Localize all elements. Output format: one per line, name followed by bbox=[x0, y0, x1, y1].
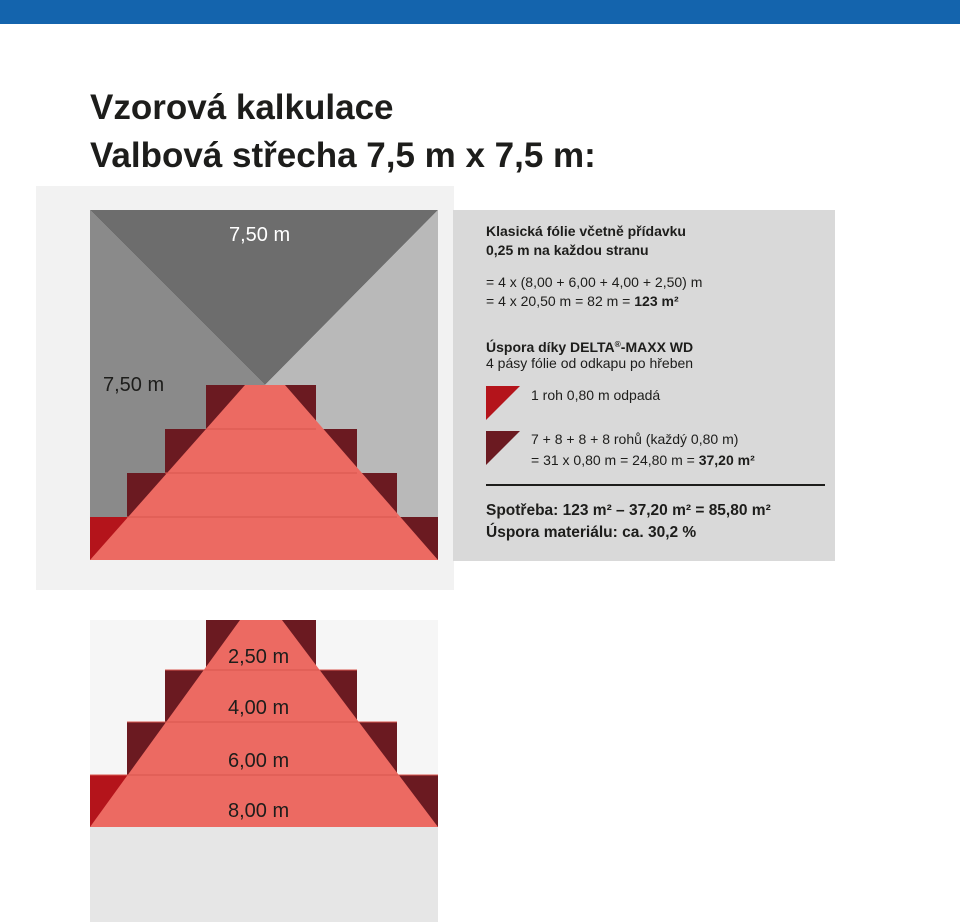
classic-heading-1: Klasická fólie včetně přídavku bbox=[486, 223, 686, 239]
corners-line-2 bbox=[531, 451, 755, 470]
calc-line-2 bbox=[486, 292, 679, 311]
calc-line-2-result: 123 m² bbox=[634, 293, 679, 309]
consumption-line: Spotřeba: 123 m² – 37,20 m² = 85,80 m² bbox=[486, 502, 771, 519]
strip-label-3: 6,00 m bbox=[228, 750, 290, 772]
corner-one-text: 1 roh 0,80 m odpadá bbox=[531, 387, 661, 403]
calc-line-2-prefix: = 4 x 20,50 m = 82 m = bbox=[486, 293, 635, 309]
page-title-line-2: Valbová střecha 7,5 m x 7,5 m: bbox=[90, 136, 596, 175]
height-label: 7,50 m bbox=[103, 374, 165, 396]
strip-label-4: 8,00 m bbox=[228, 800, 290, 822]
corners-line-2-result: 37,20 m² bbox=[698, 452, 755, 468]
saving-sub: 4 pásy fólie od odkapu po hřeben bbox=[486, 355, 694, 371]
classic-heading-2: 0,25 m na každou stranu bbox=[486, 242, 649, 258]
summary-divider bbox=[486, 484, 825, 486]
calc-line-1: = 4 x (8,00 + 6,00 + 4,00 + 2,50) m bbox=[486, 274, 703, 290]
strip-label-2: 4,00 m bbox=[228, 697, 290, 719]
page-title-line-1: Vzorová kalkulace bbox=[90, 88, 394, 127]
material-saving-line: Úspora materiálu: ca. 30,2 % bbox=[486, 524, 697, 541]
ground-area bbox=[90, 826, 438, 922]
corners-line-1: 7 + 8 + 8 + 8 rohů (každý 0,80 m) bbox=[531, 431, 739, 447]
strip-label-1: 2,50 m bbox=[228, 646, 290, 668]
width-label: 7,50 m bbox=[229, 224, 291, 246]
corners-line-2-prefix: = 31 x 0,80 m = 24,80 m = bbox=[531, 452, 699, 468]
saving-heading-suffix: -MAXX WD bbox=[620, 339, 694, 356]
saving-heading-prefix: Úspora díky DELTA bbox=[486, 339, 615, 356]
registered-mark: ® bbox=[614, 339, 621, 349]
